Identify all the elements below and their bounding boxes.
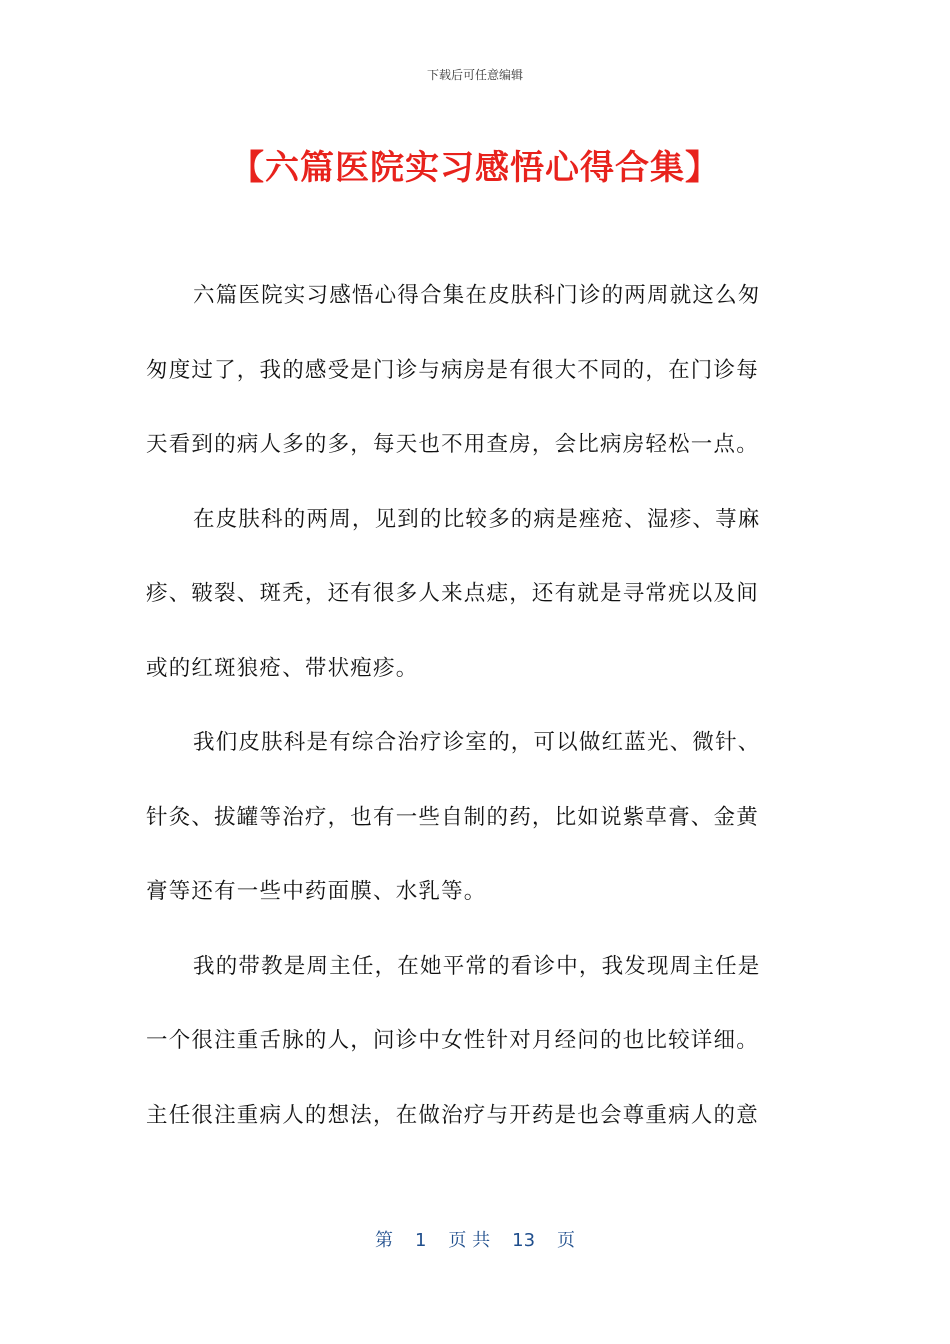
- paragraph-line: 六篇医院实习感悟心得合集在皮肤科门诊的两周就这么匆: [193, 283, 761, 308]
- footer-prefix: 第: [374, 1230, 393, 1251]
- paragraph-line: 在皮肤科的两周，见到的比较多的病是痤疮、湿疹、荨麻: [193, 506, 761, 532]
- page-footer: [0, 1226, 950, 1252]
- footer-middle: 页 共: [448, 1230, 491, 1251]
- paragraph-line: 主任很注重病人的想法，在做治疗与开药是也会尊重病人的意: [146, 1102, 759, 1128]
- paragraph-line: 天看到的病人多的多，每天也不用查房，会比病房轻松一点。: [146, 432, 759, 457]
- paragraph-line: 一个很注重舌脉的人，问诊中女性针对月经问的也比较详细。: [146, 1028, 759, 1053]
- current-page-number: 1: [414, 1230, 427, 1251]
- total-page-count: 13: [512, 1230, 536, 1251]
- paragraph-line: 我的带教是周主任，在她平常的看诊中，我发现周主任是: [193, 953, 761, 979]
- paragraph-line: 膏等还有一些中药面膜、水乳等。: [146, 879, 487, 904]
- paragraph-line: 针灸、拔罐等治疗，也有一些自制的药，比如说紫草膏、金黄: [146, 804, 759, 830]
- paragraph-line: 疹、皲裂、斑秃，还有很多人来点痣，还有就是寻常疣以及间: [146, 581, 759, 606]
- paragraph-line: 我们皮肤科是有综合治疗诊室的，可以做红蓝光、微针、: [193, 730, 761, 755]
- paragraph-line: 匆度过了，我的感受是门诊与病房是有很大不同的，在门诊每: [146, 357, 759, 383]
- header-note: 下载后可任意编辑: [426, 68, 523, 82]
- document-title: 【六篇医院实习感悟心得合集】: [230, 148, 720, 188]
- footer-suffix: 页: [557, 1230, 576, 1251]
- document-body: [146, 272, 806, 1166]
- paragraph-line: 或的红斑狼疮、带状疱疹。: [146, 655, 419, 681]
